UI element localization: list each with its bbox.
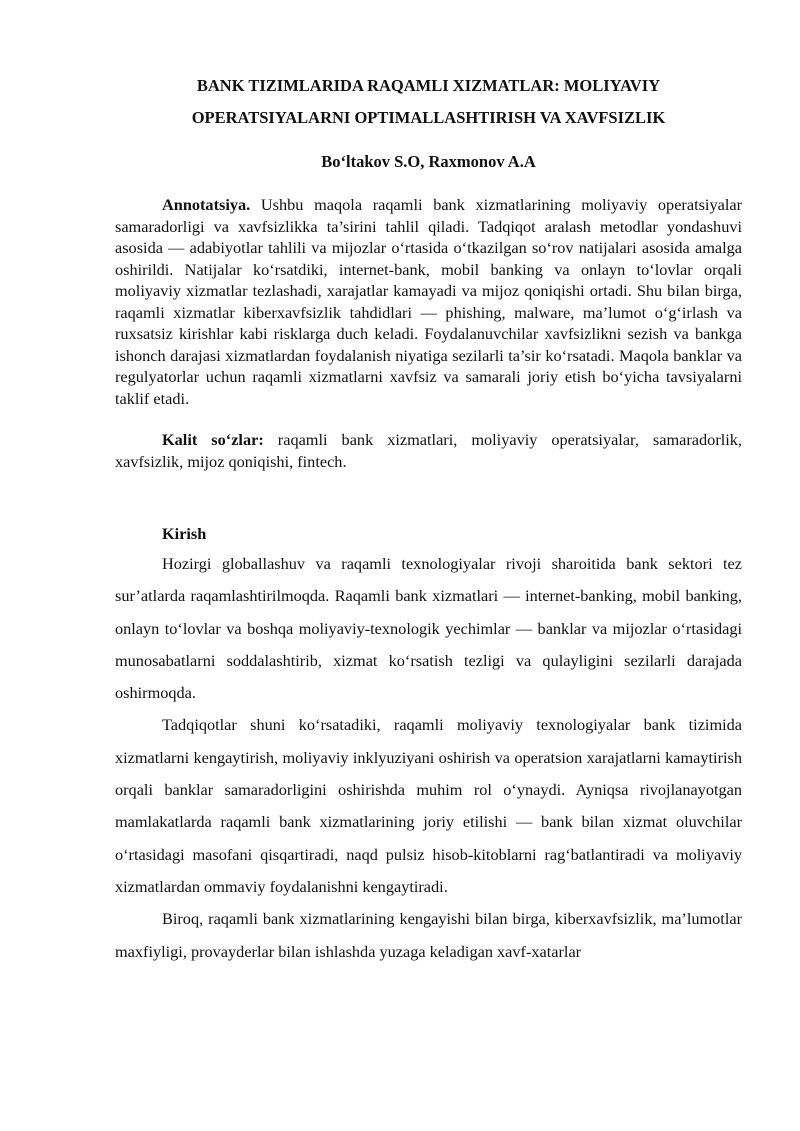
body-paragraph-1: Hozirgi globallashuv va raqamli texnologiyalar rivoji sharoitida bank sektori tez sur’atlarda raqamlashtirilmoqda. Raqamli bank xizmatlari — internet-banking, mobil banking, onlayn to‘lovlar va boshqa moliyaviy-texnologik yechimlar — banklar va mijozlar o‘rtasidagi munosabatlarni soddalashtirib, xizmat ko‘rsatish tezligi va qulayligini sezilarli darajada oshirmoqda. — [115, 554, 742, 703]
keywords-text: raqamli bank xizmatlari, moliyaviy operatsiyalar, samaradorlik, xavfsizlik, mijoz qoniqishi, fintech. — [115, 430, 742, 471]
title-line-2: OPERATSIYALARNI OPTIMALLASHTIRISH VA XAVFSIZLIK — [191, 108, 666, 127]
authors: Bo‘ltakov S.O, Raxmonov A.A — [321, 152, 536, 171]
paper-title — [115, 70, 742, 134]
keywords — [115, 429, 742, 472]
abstract-text: Ushbu maqola raqamli bank xizmatlarining moliyaviy operatsiyalar samaradorligi va xavfsizlikka ta’sirini tahlil qiladi. Tadqiqot aralash metodlar yondashuvi asosida — adabiyotlar tahlili va mijozlar o‘rtasida o‘tkazilgan so‘rov natijalari asosida amalga oshirildi. Natijalar ko‘rsatdiki, internet-bank, mobil banking va onlayn to‘lovlar orqali moliyaviy xizmatlar tezlashadi, xarajatlar kamayadi va mijoz qoniqishi ortadi. Shu bilan birga, raqamli xizmatlar kiberxavfsizlik tahdidlari — phishing, malware, ma’lumot o‘g‘irlash va ruxsatsiz kirishlar kabi risklarga duch keladi. Foydalanuvchilar xavfsizlikni sezish va bankga ishonch darajasi xizmatlardan foydalanish niyatiga sezilarli ta’sir ko‘rsatadi. Maqola banklar va regulyatorlar uchun raqamli xizmatlarni xavfsiz va samarali joriy etish bo‘yicha tavsiyalarni taklif etadi. — [115, 195, 742, 408]
title-line-1: BANK TIZIMLARIDA RAQAMLI XIZMATLAR: MOLIYAVIY — [196, 76, 661, 95]
abstract-label: Annotatsiya. — [162, 195, 251, 214]
body-paragraph-3: Biroq, raqamli bank xizmatlarining kengayishi bilan birga, kiberxavfsizlik, ma’lumotlar maxfiyligi, provayderlar bilan ishlashda yuzaga keladigan xavf-xatarlar — [115, 909, 742, 961]
paper-page — [115, 70, 742, 968]
abstract — [115, 194, 742, 409]
keywords-label: Kalit so‘zlar: — [162, 430, 264, 449]
section-heading: Kirish — [162, 524, 207, 543]
body-paragraph-2: Tadqiqotlar shuni ko‘rsatadiki, raqamli moliyaviy texnologiyalar bank tizimida xizmatlarni kengaytirish, moliyaviy inklyuziyani oshirish va operatsion xarajatlarni kamaytirish orqali banklar samaradorligini oshirishda muhim rol o‘ynaydi. Ayniqsa rivojlanayotgan mamlakatlarda raqamli bank xizmatlarining joriy etilishi — bank bilan xizmat oluvchilar o‘rtasidagi masofani qisqartiradi, naqd pulsiz hisob-kitoblarni rag‘batlantiradi va moliyaviy xizmatlardan ommaviy foydalanishni kengaytiradi. — [115, 715, 742, 896]
